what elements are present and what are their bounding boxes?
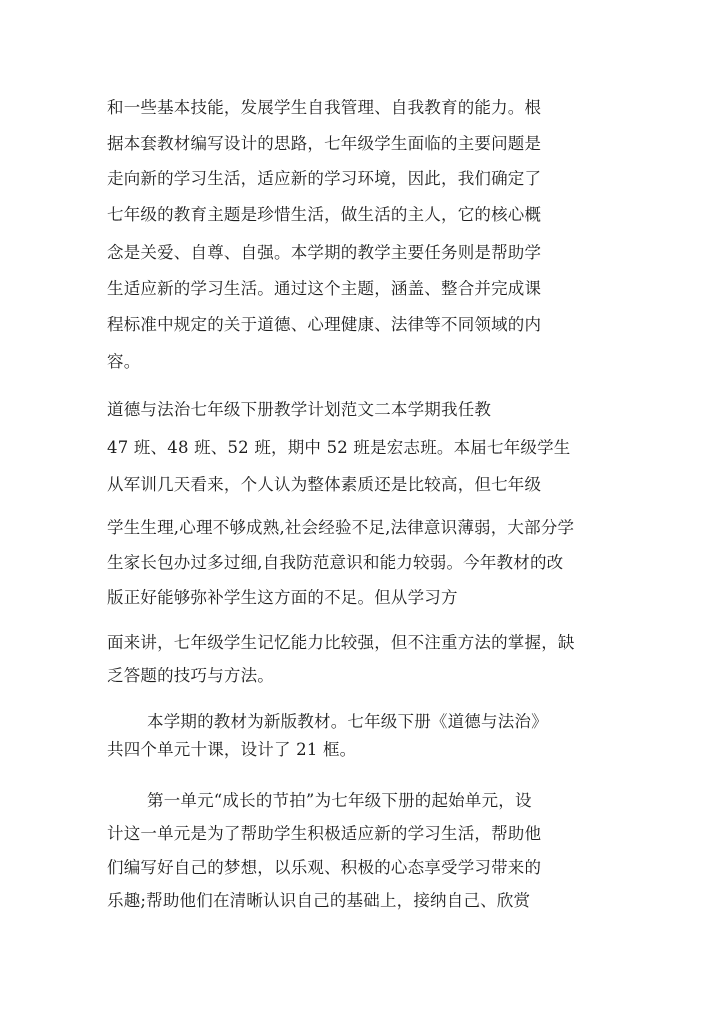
paragraph-first-line: 第一单元“成长的节拍”为七年级下册的起始单元，设: [147, 791, 532, 810]
text-line: 生适应新的学习生活。通过这个主题，涵盖、整合并完成课: [107, 279, 542, 298]
text-line: 道德与法治七年级下册教学计划范文二本学期我任教: [107, 400, 492, 419]
text-line: 生家长包办过多过细,自我防范意识和能力较弱。今年教材的改: [107, 553, 564, 572]
text-line: 共四个单元十课，设计了 21 框。: [107, 740, 357, 759]
text-line: 面来讲，七年级学生记忆能力比较强，但不注重方法的掌握，缺: [107, 633, 575, 652]
text-line: 计这一单元是为了帮助学生积极适应新的学习生活，帮助他: [107, 824, 542, 843]
text-line: 版正好能够弥补学生这方面的不足。但从学习方: [107, 588, 458, 607]
paragraph-first-line: 本学期的教材为新版教材。七年级下册《道德与法治》: [147, 712, 548, 731]
text-line: 容。: [107, 352, 141, 371]
text-line: 乐趣;帮助他们在清晰认识自己的基础上，接纳自己、欣赏: [107, 891, 531, 910]
text-line: 走向新的学习生活，适应新的学习环境，因此，我们确定了: [107, 169, 542, 188]
text-line: 和一些基本技能，发展学生自我管理、自我教育的能力。根: [107, 98, 542, 117]
text-line: 学生生理,心理不够成熟,社会经验不足,法律意识薄弱，大部分学: [107, 518, 575, 537]
text-line: 据本套教材编写设计的思路，七年级学生面临的主要问题是: [107, 134, 542, 153]
text-line: 们编写好自己的梦想，以乐观、积极的心态享受学习带来的: [107, 858, 542, 877]
text-line: 七年级的教育主题是珍惜生活，做生活的主人，它的核心概: [107, 205, 542, 224]
text-line: 念是关爱、自尊、自强。本学期的教学主要任务则是帮助学: [107, 243, 542, 262]
text-line: 程标准中规定的关于道德、心理健康、法律等不同领域的内: [107, 315, 542, 334]
text-line: 从军训几天看来，个人认为整体素质还是比较高，但七年级: [107, 475, 542, 494]
text-line: 乏答题的技巧与方法。: [107, 666, 274, 685]
text-line: 47 班、48 班、52 班，期中 52 班是宏志班。本届七年级学生: [107, 438, 571, 457]
